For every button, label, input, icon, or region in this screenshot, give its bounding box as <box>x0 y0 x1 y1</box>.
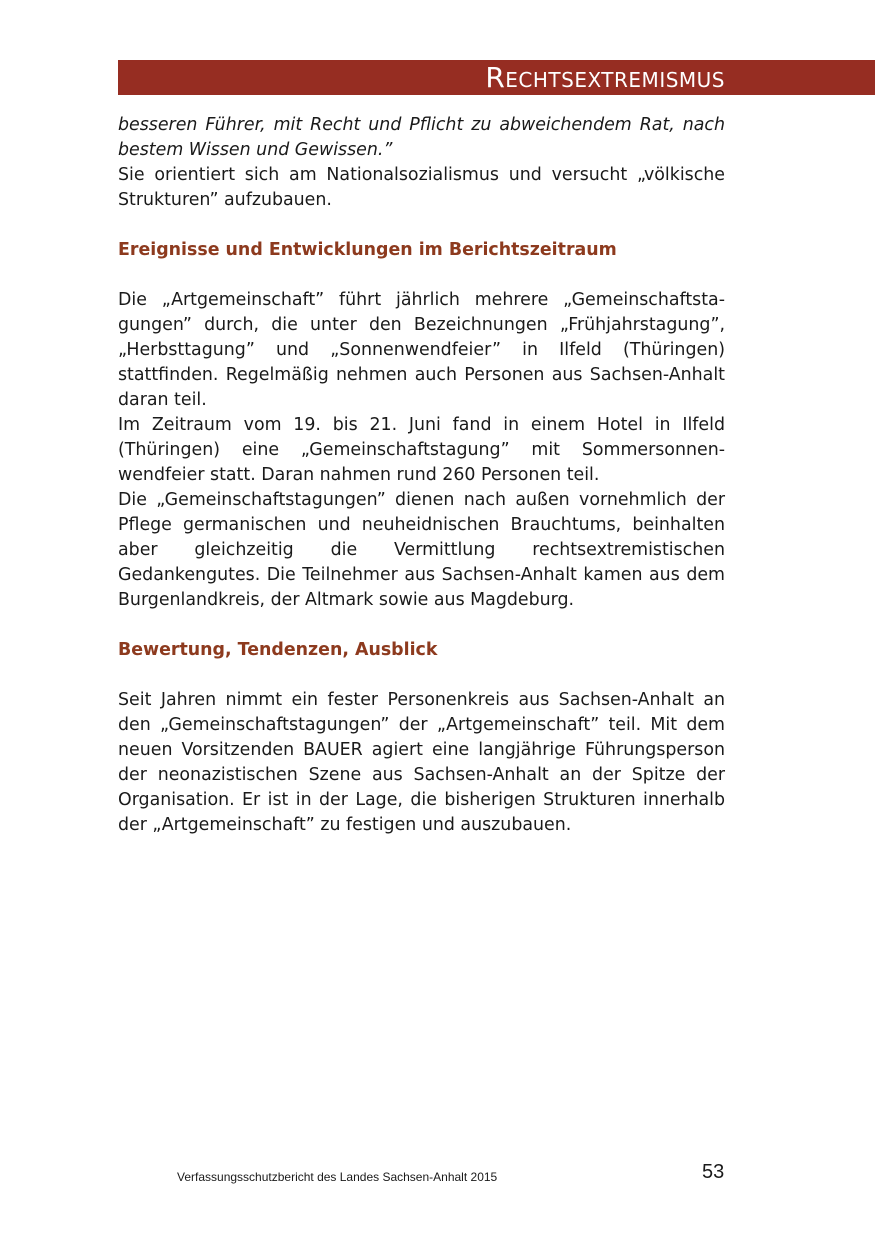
chapter-title: Rechtsextremismus <box>485 61 725 94</box>
spacer <box>118 663 725 688</box>
page-content <box>118 113 725 838</box>
spacer <box>118 213 725 238</box>
page-number: 53 <box>702 1161 725 1183</box>
events-paragraph: Die „Gemeinschaftstagungen” dienen nach außen vornehmlich der Pflege germanischen und neuheidnischen Brauchtums, beinhalten aber gleichzeitig die Vermittlung rechtsextremistischen Gedankengutes. Die Teilnehmer aus Sachsen-Anhalt kamen aus dem Burgenlandkreis, der Altmark sowie aus Magdeburg. <box>118 490 725 610</box>
assessment-paragraph: Seit Jahren nimmt ein fester Personenkreis aus Sachsen-Anhalt an den „Gemeinschaftstagungen” der „Artgemeinschaft” teil. Mit dem neuen Vorsitzenden BAUER agiert eine langjährige Führungsperson der neonazistischen Szene aus Sachsen-Anhalt an der Spitze der Organisation. Er ist in der Lage, die bisherigen Strukturen innerhalb der „Artgemeinschaft” zu festigen und auszubauen. <box>118 690 725 835</box>
section-heading-events: Ereignisse und Entwicklungen im Berichtszeitraum <box>118 240 617 260</box>
footer-publication-title: Verfassungsschutzbericht des Landes Sachsen-Anhalt 2015 <box>177 1170 498 1184</box>
events-paragraph: Im Zeitraum vom 19. bis 21. Juni fand in einem Hotel in Ilfeld (Thüringen) eine „Gemeinschaftstagung” mit Sommersonnenwendfeier statt. Daran nahmen rund 260 Personen teil. <box>118 415 725 485</box>
chapter-header-bar <box>118 60 875 95</box>
events-paragraph: Die „Artgemeinschaft” führt jährlich mehrere „Gemeinschaftstagungen” durch, die unter den Bezeichnungen „Frühjahrstagung”, „Herbsttagung” und „Sonnenwendfeier” in Ilfeld (Thüringen) stattfinden. Regelmäßig nehmen auch Personen aus Sachsen-Anhalt daran teil. <box>118 290 725 410</box>
section-heading-assessment: Bewertung, Tendenzen, Ausblick <box>118 640 438 660</box>
spacer <box>118 263 725 288</box>
intro-paragraph: Sie orientiert sich am Nationalsozialismus und versucht „völkische Strukturen” aufzubauen. <box>118 165 725 210</box>
quote-continuation: besseren Führer, mit Recht und Pflicht zu abweichendem Rat, nach bestem Wissen und Gewissen.” <box>118 115 725 160</box>
spacer <box>118 613 725 638</box>
